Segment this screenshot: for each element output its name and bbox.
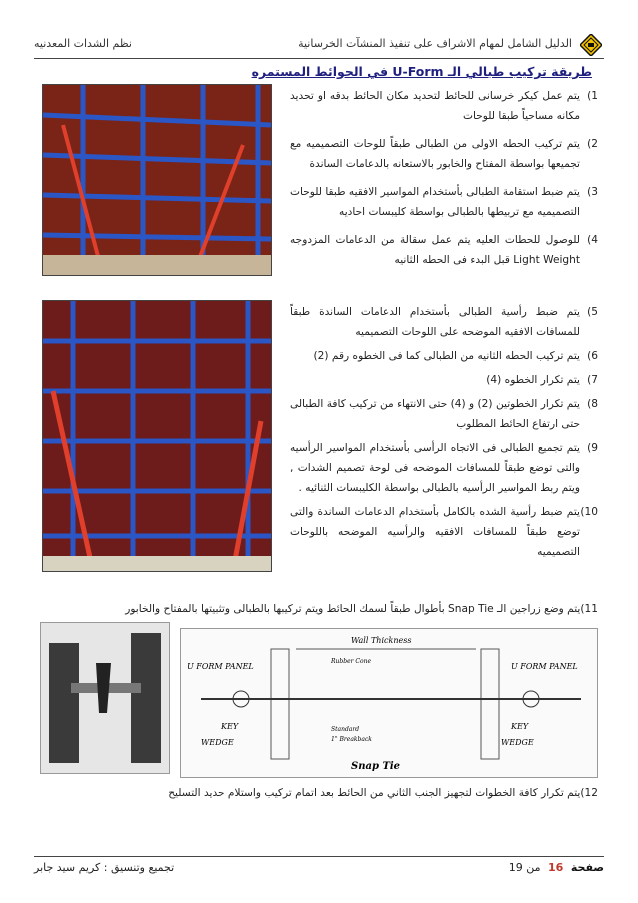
- step-number: 1): [587, 90, 598, 102]
- header-divider: [34, 58, 604, 59]
- step-text: يتم وضع زراجين الـ Snap Tie بأطوال طبقاً لسمك الحائط ويتم تركيبها بالطبالى وتثبيتها بالمفتاح والخابور: [125, 603, 581, 615]
- step-item: [290, 86, 598, 126]
- header-section: نظم الشدات المعدنيه: [34, 37, 132, 50]
- snap-tie-diagram: [180, 628, 598, 778]
- step-text: للوصول للحطات العليه يتم عمل سقالة من الدعامات المزدوجه Light Weight قبل البدء فى الحطه الثانيه: [290, 234, 580, 266]
- page-total: من 19: [508, 861, 541, 874]
- step-item: [290, 302, 598, 342]
- standard-label: Standard: [331, 726, 360, 733]
- step-number: 11): [580, 603, 598, 615]
- step-item: [290, 230, 598, 270]
- key-left-label: KEY: [221, 722, 239, 731]
- step-number: 12): [580, 787, 598, 799]
- formwork-photo-1: [42, 84, 272, 276]
- footer-divider: [34, 856, 604, 857]
- step-number: 4): [587, 234, 598, 246]
- step-item: [290, 438, 598, 498]
- wedge-left-label: WEDGE: [201, 738, 234, 747]
- formwork-photo-2: [42, 300, 272, 572]
- snap-tie-photo: [40, 622, 170, 774]
- credit-text: تجميع وتنسيق : كريم سيد جابر: [34, 861, 175, 874]
- rubber-cone-label: Rubber Cone: [331, 658, 372, 665]
- step-number: 2): [587, 138, 598, 150]
- step-text: يتم عمل كيكر خرسانى للحائط لتحديد مكان الحائط بدقه او تحديد مكانه مساحياً طبقا للوحات: [290, 90, 580, 122]
- page-header: [34, 34, 604, 56]
- snap-tie-caption: Snap Tie: [351, 761, 401, 772]
- step-number: 10): [580, 506, 598, 518]
- hazard-sign-icon: [580, 34, 602, 56]
- step-text: يتم ضبط رأسية الشده بالكامل بأستخدام الدعامات الساندة والتى توضع طبقاً للمسافات الافقيه والرأسيه الموضحه باللوحات التصميميه: [290, 506, 580, 558]
- header-title: الدليل الشامل لمهام الاشراف على تنفيذ المنشآت الخرسانية: [298, 37, 572, 50]
- step-item: [290, 134, 598, 174]
- page-indicator: [509, 861, 604, 874]
- breakback-label: 1" Breakback: [331, 736, 372, 743]
- step-item-11: [34, 600, 598, 618]
- page-footer: [34, 861, 604, 881]
- step-item-12: [34, 784, 598, 802]
- step-item: [290, 346, 598, 366]
- key-right-label: KEY: [511, 722, 529, 731]
- step-text: يتم ضبط رأسية الطبالى بأستخدام الدعامات الساندة طبقاً للمسافات الافقيه الموضحه على اللوحات التصميميه: [290, 306, 580, 338]
- step-item: [290, 394, 598, 434]
- wall-thickness-label: Wall Thickness: [351, 636, 412, 645]
- formwork-photo-2-art: [43, 301, 271, 571]
- step-text: يتم تكرار الخطوه (4): [486, 374, 580, 386]
- snap-tie-diagram-art: [181, 629, 597, 777]
- step-text: يتم تجميع الطبالى فى الاتجاه الرأسى بأستخدام المواسير الرأسيه والتى توضع طبقاً للمسافات الموضحه فى لوحة تصميم الشدات , ويتم ربط المواسير الرأسيه بالطبالى بواسطة الكليبسات الثنائيه .: [290, 442, 580, 494]
- step-number: 3): [587, 186, 598, 198]
- snap-tie-photo-art: [41, 623, 169, 773]
- step-number: 7): [587, 374, 598, 386]
- formwork-photo-1-art: [43, 85, 271, 275]
- section-title: طريقة تركيب طبالي الـ U-Form في الحوائط المستمره: [251, 64, 592, 79]
- step-text: يتم تركيب الحطه الثانيه من الطبالى كما فى الخطوه رقم (2): [313, 350, 580, 362]
- panel-left-label: U FORM PANEL: [187, 662, 254, 671]
- step-text: يتم تكرار كافة الخطوات لتجهيز الجنب الثاني من الحائط بعد اتمام تركيب واستلام حديد التسليح: [168, 787, 581, 799]
- step-text: يتم ضبط استقامة الطبالى بأستخدام المواسير الافقيه طبقا للوحات التصميميه مع تربيطها بالطبالى بواسطة كليبسات احاديه: [290, 186, 580, 218]
- step-item: [290, 370, 598, 390]
- panel-right-label: U FORM PANEL: [511, 662, 578, 671]
- steps-list-2: [290, 302, 598, 562]
- steps-list-1: [290, 86, 598, 270]
- step-item: [290, 502, 598, 562]
- step-number: 5): [587, 306, 598, 318]
- page-number: 16: [548, 861, 564, 874]
- step-number: 8): [587, 398, 598, 410]
- page-label: صفحة: [570, 861, 604, 874]
- wedge-right-label: WEDGE: [501, 738, 534, 747]
- step-number: 9): [587, 442, 598, 454]
- step-text: يتم تركيب الحطه الاولى من الطبالى طبقاً للوحات التصميميه مع تجميعها بواسطة المفتاح والخابور بالاستعانه بالدعامات الساندة: [290, 138, 580, 170]
- step-text: يتم تكرار الخطوتين (2) و (4) حتى الانتهاء من تركيب كافة الطبالى حتى ارتفاع الحائط المطلوب: [290, 398, 580, 430]
- step-number: 6): [587, 350, 598, 362]
- step-item: [290, 182, 598, 222]
